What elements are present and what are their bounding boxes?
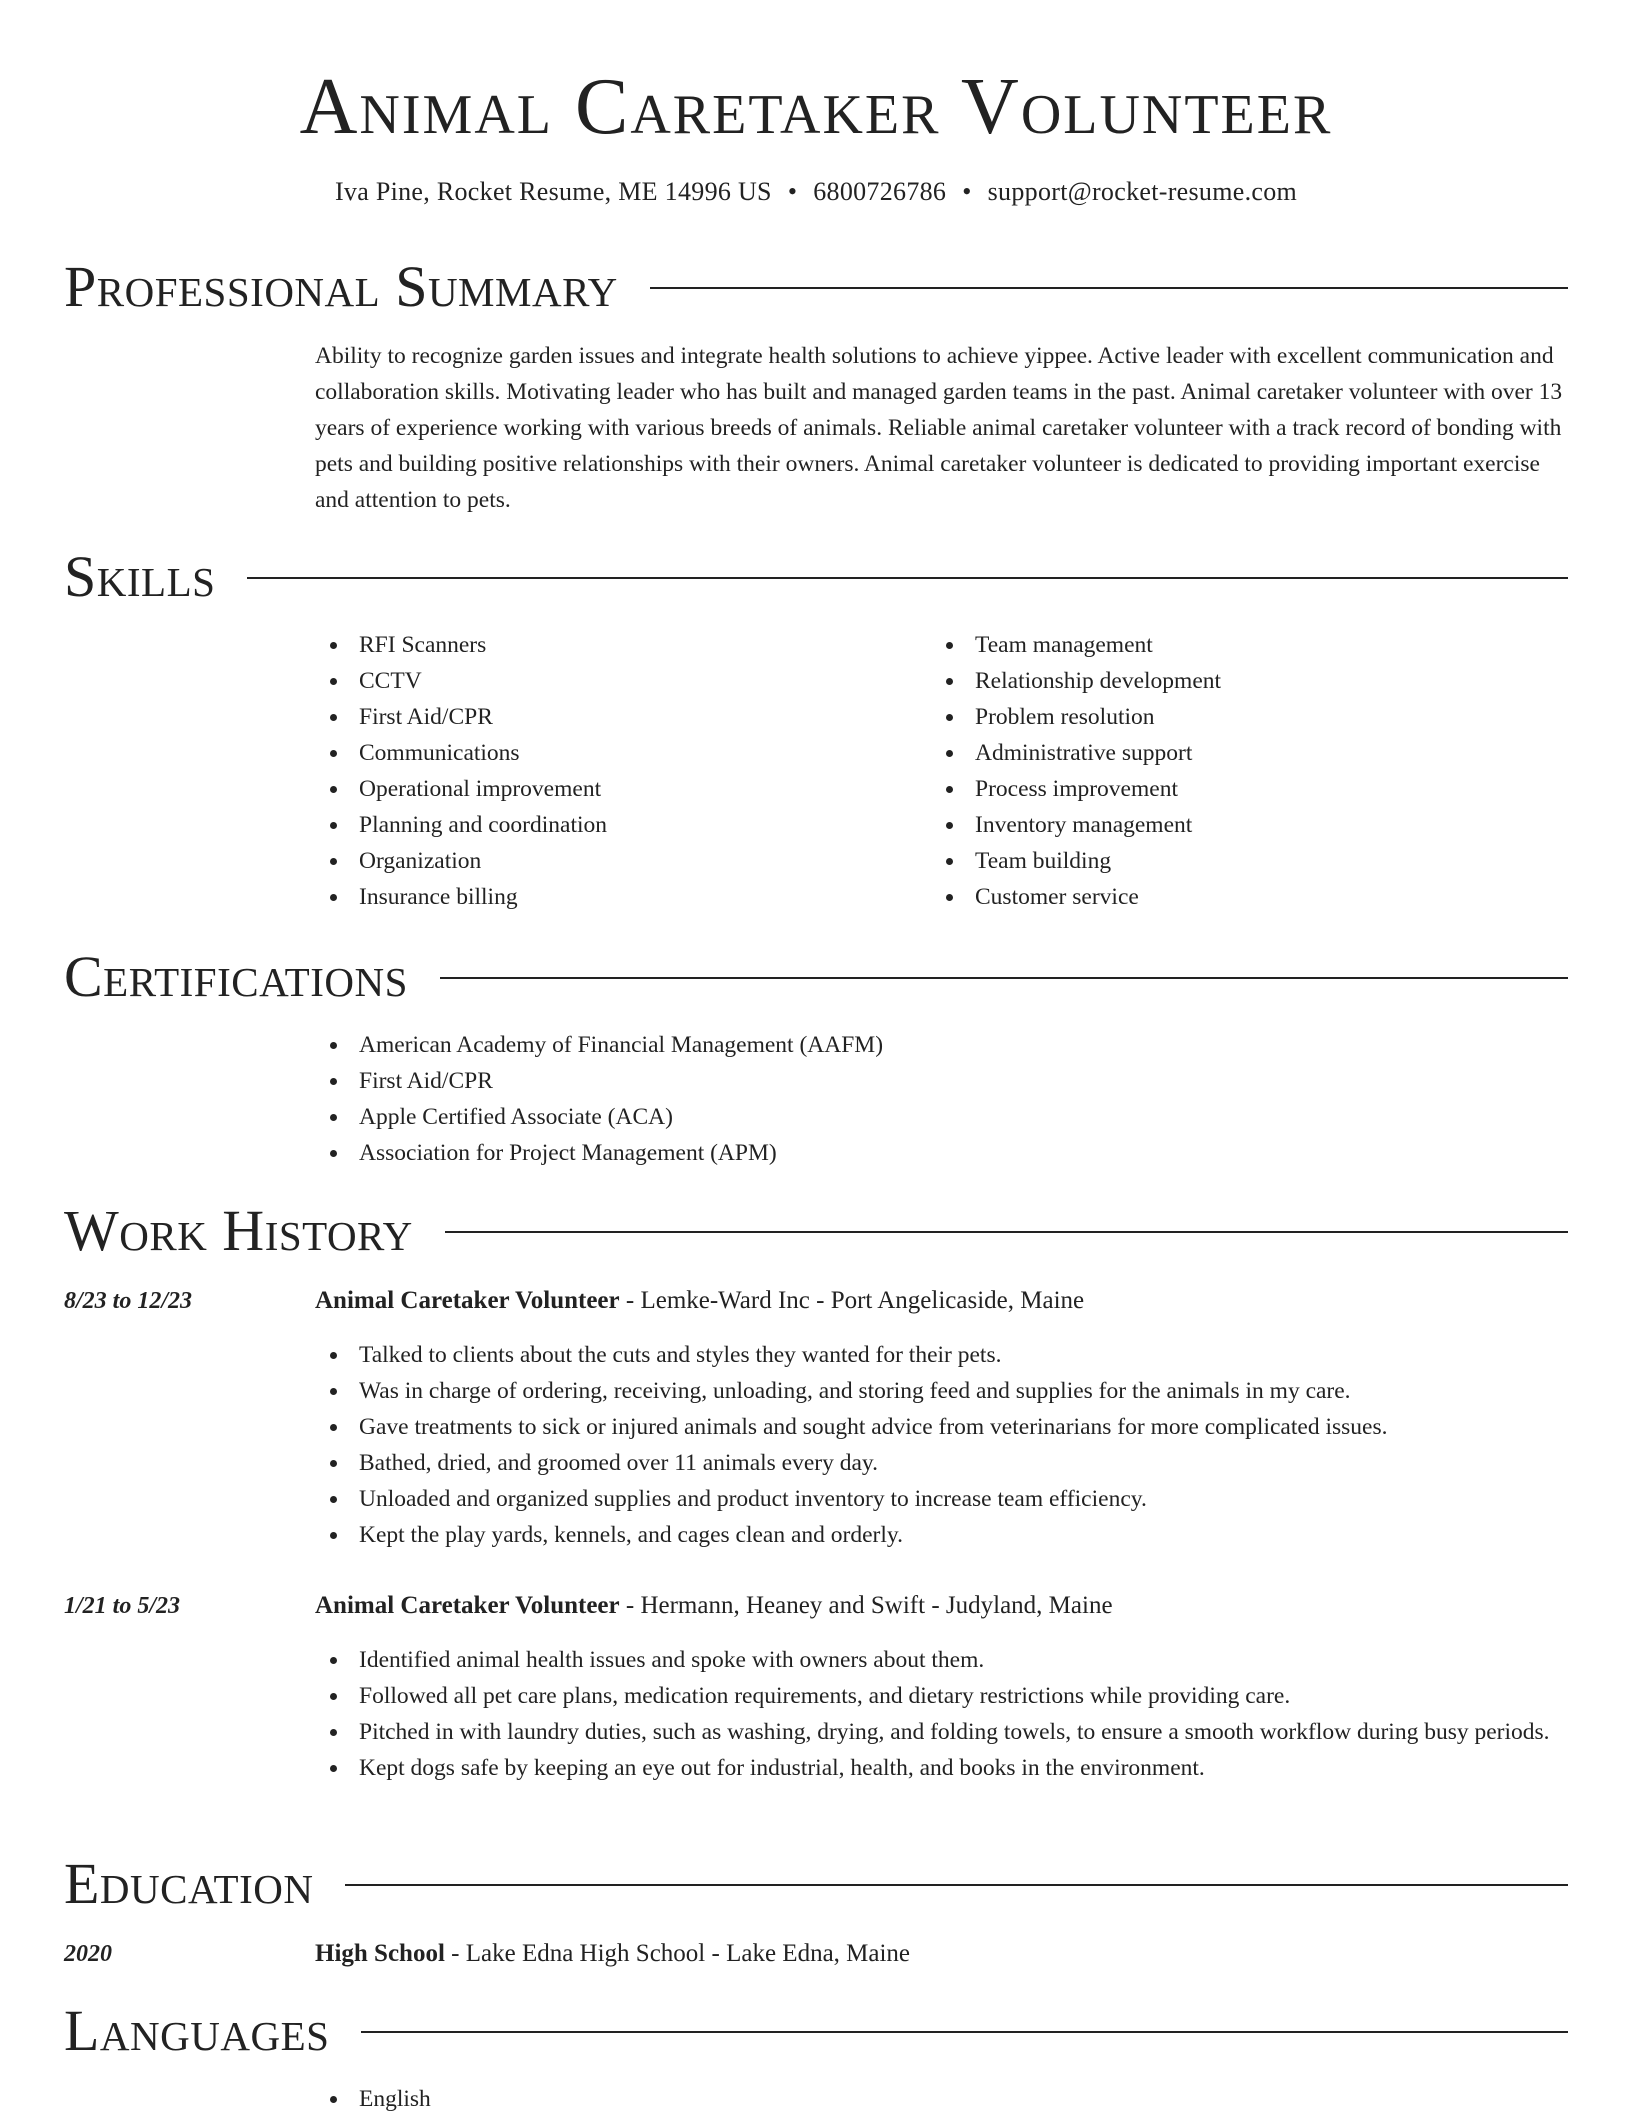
certification-item: First Aid/CPR xyxy=(315,1063,1567,1099)
job-bullet: Gave treatments to sick or injured animals and sought advice from veterinarians for more complicated issues. xyxy=(315,1409,1567,1445)
job-bullet: Bathed, dried, and groomed over 11 animals every day. xyxy=(315,1445,1567,1481)
skill-item: RFI Scanners xyxy=(315,627,915,663)
skill-item: Team management xyxy=(931,627,1531,663)
section-divider xyxy=(361,2031,1568,2033)
skill-item: First Aid/CPR xyxy=(315,699,915,735)
skill-item: Administrative support xyxy=(931,735,1531,771)
job-employer: - Lemke-Ward Inc - Port Angelicaside, Maine xyxy=(619,1287,1085,1314)
skill-item: Relationship development xyxy=(931,663,1531,699)
summary-text: Ability to recognize garden issues and integrate health solutions to achieve yippee. Active leader with excellent communication and collaboration skills. Motivating leader who has built and managed garden teams in the past. Animal caretaker volunteer with over 13 years of experience working with various breeds of animals. Reliable animal caretaker volunteer with a track record of bonding with pets and building positive relationships with their owners. Animal caretaker volunteer is dedicated to providing important exercise and attention to pets. xyxy=(315,343,1563,513)
certification-item: Association for Project Management (APM) xyxy=(315,1135,1567,1171)
job-bullet: Was in charge of ordering, receiving, unloading, and storing feed and supplies for the animals in my care. xyxy=(315,1373,1567,1409)
job-heading xyxy=(315,1283,1567,1319)
certification-item: Apple Certified Associate (ACA) xyxy=(315,1099,1567,1135)
skill-item: CCTV xyxy=(315,663,915,699)
skills-list-left xyxy=(315,627,915,915)
skill-item: Operational improvement xyxy=(315,771,915,807)
languages-section-header xyxy=(64,1996,1568,2066)
job-dates: 1/21 to 5/23 xyxy=(64,1593,181,1619)
job-bullet: Kept the play yards, kennels, and cages clean and orderly. xyxy=(315,1517,1567,1553)
education-heading: Education xyxy=(64,1851,314,1916)
language-item: English xyxy=(315,2081,1567,2117)
job-bullet: Identified animal health issues and spoke with owners about them. xyxy=(315,1642,1567,1678)
skill-item: Organization xyxy=(315,843,915,879)
summary-heading: Professional Summary xyxy=(64,254,618,319)
job-employer: - Hermann, Heaney and Swift - Judyland, Maine xyxy=(619,1592,1113,1619)
skill-item: Insurance billing xyxy=(315,879,915,915)
skill-item: Team building xyxy=(931,843,1531,879)
skills-list-right xyxy=(931,627,1531,915)
education-section-header xyxy=(64,1849,1568,1919)
job-bullet: Talked to clients about the cuts and styles they wanted for their pets. xyxy=(315,1337,1567,1373)
resume-name: Animal Caretaker Volunteer xyxy=(299,63,1333,151)
education-year: 2020 xyxy=(64,1941,112,1967)
skill-item: Planning and coordination xyxy=(315,807,915,843)
education-school: - Lake Edna High School - Lake Edna, Maine xyxy=(444,1940,911,1967)
contact-phone: 6800726786 xyxy=(813,177,947,206)
skill-item: Problem resolution xyxy=(931,699,1531,735)
section-divider xyxy=(440,977,1568,979)
job-bullet: Followed all pet care plans, medication requirements, and dietary restrictions while providing care. xyxy=(315,1678,1567,1714)
job-bullets xyxy=(315,1642,1567,1786)
work-heading: Work History xyxy=(64,1198,413,1263)
contact-separator: • xyxy=(787,177,798,206)
certifications-heading: Certifications xyxy=(64,944,408,1009)
skill-item: Communications xyxy=(315,735,915,771)
education-line xyxy=(315,1936,1567,1972)
contact-line xyxy=(0,174,1632,210)
job-title: Animal Caretaker Volunteer xyxy=(315,1287,620,1314)
skill-item: Inventory management xyxy=(931,807,1531,843)
job-bullet: Pitched in with laundry duties, such as washing, drying, and folding towels, to ensure a smooth workflow during busy periods. xyxy=(315,1714,1567,1750)
section-divider xyxy=(247,577,1568,579)
education-degree: High School xyxy=(315,1940,445,1967)
summary-section-header xyxy=(64,252,1568,322)
job-dates: 8/23 to 12/23 xyxy=(64,1288,193,1314)
job-bullets xyxy=(315,1337,1567,1553)
job-bullet: Kept dogs safe by keeping an eye out for industrial, health, and books in the environment. xyxy=(315,1750,1567,1786)
job-bullet: Unloaded and organized supplies and product inventory to increase team efficiency. xyxy=(315,1481,1567,1517)
contact-email: support@rocket-resume.com xyxy=(987,177,1298,206)
certifications-section-header xyxy=(64,942,1568,1012)
certification-item: American Academy of Financial Management (AAFM) xyxy=(315,1027,1567,1063)
skills-section-header xyxy=(64,542,1568,612)
skill-item: Process improvement xyxy=(931,771,1531,807)
job-heading xyxy=(315,1588,1567,1624)
skills-heading: Skills xyxy=(64,544,216,609)
work-section-header xyxy=(64,1196,1568,1266)
job-title: Animal Caretaker Volunteer xyxy=(315,1592,620,1619)
contact-separator: • xyxy=(962,177,972,206)
section-divider xyxy=(445,1231,1568,1233)
section-divider xyxy=(650,287,1568,289)
skill-item: Customer service xyxy=(931,879,1531,915)
certifications-list xyxy=(315,1027,1567,1171)
contact-address: Iva Pine, Rocket Resume, ME 14996 US xyxy=(334,177,772,206)
languages-heading: Languages xyxy=(64,1998,330,2063)
section-divider xyxy=(345,1884,1568,1886)
